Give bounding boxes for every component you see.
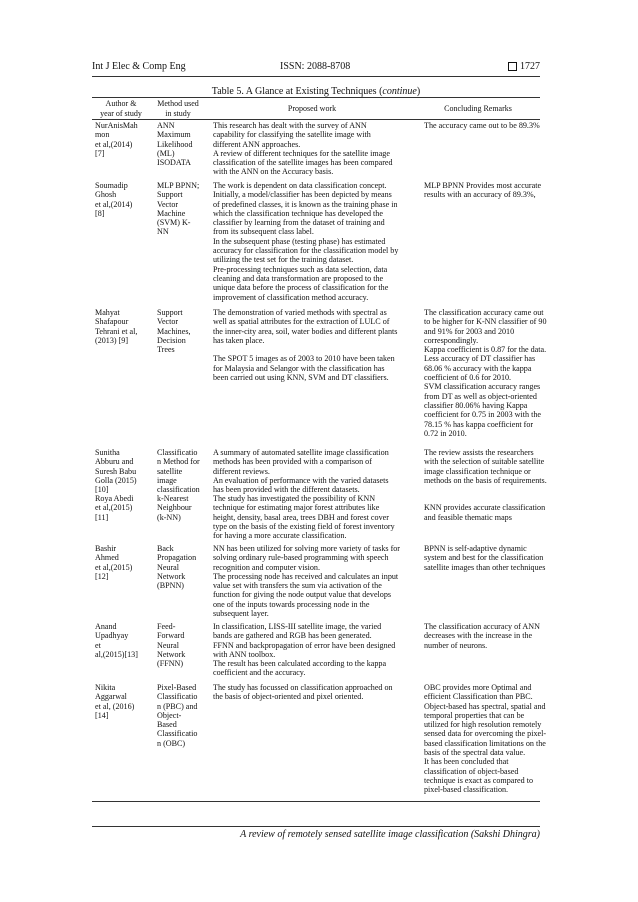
table-row-proposed-line: capability for classifying the satellite image with bbox=[213, 130, 371, 140]
table-row-method-line: (BPNN) bbox=[157, 581, 184, 591]
table-row-proposed-line: classifier by learning from the dataset of training and bbox=[213, 218, 385, 228]
table-top-rule bbox=[92, 97, 540, 98]
header-method: Method used bbox=[157, 99, 199, 108]
table-row-remarks-line: It has been concluded that bbox=[424, 757, 509, 767]
table-row-author-line: et al,(2015) bbox=[95, 503, 133, 513]
table-row-author bbox=[95, 181, 132, 218]
header-rule bbox=[92, 76, 540, 77]
table-row-author-line: Aggarwal bbox=[95, 692, 127, 702]
table-row-method bbox=[157, 622, 185, 668]
table-row-proposed-line: NN has been utilized for solving more variety of tasks for bbox=[213, 544, 401, 553]
table-row-proposed-line: The work is dependent on data classification concept. bbox=[213, 181, 387, 190]
table-row-method-line: Likelihood bbox=[157, 139, 193, 149]
table-row-proposed-line: the basis of object-oriented and pixel oriented. bbox=[213, 692, 364, 702]
table-row-remarks bbox=[424, 448, 547, 485]
table-row-remarks-line: temporal properties that can be bbox=[424, 710, 525, 720]
table-row-proposed-line: An evaluation of performance with the varied datasets bbox=[213, 475, 389, 485]
table-row-author bbox=[95, 544, 132, 581]
table-row-remarks-line: classification of object-based bbox=[424, 766, 519, 776]
checkbox-square-icon bbox=[508, 62, 517, 71]
table-row-method-line: NN bbox=[157, 227, 169, 237]
table-row-remarks-line: Less accuracy of DT classifier has bbox=[424, 354, 536, 364]
table-row-proposed-line: A summary of automated satellite image classification bbox=[213, 448, 389, 457]
table-row-author-line: Anand bbox=[95, 622, 117, 631]
table-row-proposed-line: In classification, LISS-III satellite image, the varied bbox=[213, 622, 382, 631]
table-row-proposed-line: unique data before the process of classification for the bbox=[213, 283, 389, 293]
table-row-remarks-line: SVM classification accuracy ranges bbox=[424, 382, 541, 392]
table-row-remarks-line: coefficient for 0.75 in 2003 with the bbox=[424, 410, 541, 420]
table-row-method-line: MLP BPNN; bbox=[157, 181, 200, 190]
table-row-method-line: Vector bbox=[157, 199, 179, 209]
table-row-author-line: Mahyat bbox=[95, 308, 120, 317]
table-row-proposed-line: methods has been provided with a comparison of bbox=[213, 457, 372, 467]
table-row-proposed-line: which the classification technique has developed the bbox=[213, 208, 383, 218]
table-row-remarks-line: image classification technique or bbox=[424, 466, 531, 476]
table-row-remarks-line: efficient Classification than PBC. bbox=[424, 692, 533, 702]
table-row-author bbox=[95, 308, 137, 345]
table-row-proposed bbox=[213, 544, 400, 618]
table-row-author-line: et al, (2016) bbox=[95, 701, 135, 711]
table-row-proposed-line: for Malaysia and Selangor with the classification has bbox=[213, 363, 385, 373]
table-row-remarks-line: and 91% for 2003 and 2010 bbox=[424, 326, 515, 336]
footer-rule bbox=[92, 826, 540, 827]
table-row-remarks-line: The classification accuracy of ANN bbox=[424, 622, 540, 631]
table-row-method-line: Pixel-Based bbox=[157, 683, 197, 692]
running-header bbox=[92, 61, 540, 75]
table-row-proposed-line: Pre-processing techniques such as data selection, data bbox=[213, 264, 388, 274]
header-proposed: Proposed work bbox=[287, 104, 337, 113]
table-row-remarks-line: KNN provides accurate classification bbox=[424, 503, 546, 513]
table-row-proposed-line: The study has focussed on classification approached on bbox=[213, 683, 393, 692]
table-row-method bbox=[157, 544, 196, 590]
table-row-method-line: Classificatio bbox=[157, 729, 198, 739]
table-row-author-line: Shafapour bbox=[95, 317, 129, 327]
table-row-proposed-line: A review of different techniques for the satellite image bbox=[213, 148, 390, 158]
table-row-proposed-line: bands are gathered and RGB has been generated. bbox=[213, 631, 372, 641]
header-method: in study bbox=[165, 108, 191, 118]
table-row-proposed-line: The SPOT 5 images as of 2003 to 2010 have been taken bbox=[213, 354, 395, 364]
table-row-author-line: [8] bbox=[95, 208, 105, 218]
table-row-remarks-line: The accuracy came out to be 89.3% bbox=[424, 121, 540, 130]
table-row-remarks-line: satellite images than other techniques bbox=[424, 562, 546, 572]
table-row-proposed-line: has taken place. bbox=[213, 335, 265, 345]
journal-name: Int J Elec & Comp Eng bbox=[92, 61, 186, 72]
table-row-remarks-line: MLP BPNN Provides most accurate bbox=[424, 181, 542, 190]
table-row-proposed-line: This research has dealt with the survey of ANN bbox=[213, 121, 367, 130]
table-row-method-line: Neighbour bbox=[157, 503, 192, 513]
caption-text: Table 5. A Glance at Existing Techniques ( bbox=[211, 86, 383, 97]
table-row-proposed-line: accuracy for classification for the classification model by bbox=[213, 246, 399, 256]
table-row-remarks-line: based classification limitations on the bbox=[424, 738, 546, 748]
table-row-author-line: Abburu and bbox=[95, 457, 134, 467]
table-row-remarks bbox=[424, 683, 546, 795]
table-row-author-line: [12] bbox=[95, 571, 109, 581]
caption-italic: continue bbox=[382, 86, 417, 97]
table-row-author-line: [10] bbox=[95, 485, 109, 495]
table-row-remarks-line: utilized for high resolution remotely bbox=[424, 720, 542, 730]
table-row-proposed bbox=[213, 448, 389, 494]
table-row-author-line: et al,(2014) bbox=[95, 139, 133, 149]
table-row-method-line: ISODATA bbox=[157, 158, 191, 168]
table-row-proposed bbox=[213, 494, 395, 540]
table-row-author-line: et al,(2014) bbox=[95, 199, 133, 209]
table-row-remarks bbox=[424, 494, 545, 522]
table-row-proposed-line: The study has investigated the possibility of KNN bbox=[213, 494, 376, 503]
table-row-proposed-line: value set with transfers the sum via activation of the bbox=[213, 581, 382, 591]
table-row-method-line: n (OBC) bbox=[157, 738, 186, 748]
table-row-proposed-line: with ANN toolbox. bbox=[213, 649, 276, 659]
table-row-method-line: image bbox=[157, 475, 177, 485]
table-row-author-line: Golla (2015) bbox=[95, 475, 137, 485]
table-row-method-line: Feed- bbox=[157, 622, 176, 631]
table-row-method-line: Classificatio bbox=[157, 692, 198, 702]
table-row-remarks-line: pixel-based classification. bbox=[424, 785, 509, 795]
table-row-remarks-line: from DT as well as object-oriented bbox=[424, 391, 537, 401]
table-row-method bbox=[157, 448, 200, 494]
table-row-author-line: (2013) [9] bbox=[95, 335, 129, 345]
table-row-author-line: Roya Abedi bbox=[95, 494, 134, 503]
table-row-author bbox=[95, 622, 138, 659]
table-row-proposed bbox=[213, 308, 397, 382]
table-row-method-line: Back bbox=[157, 544, 174, 553]
table-row-proposed-line: of predefined classes, it is known as the training phase in bbox=[213, 199, 398, 209]
table-row-proposed-line: subsequent layer. bbox=[213, 609, 269, 619]
table-row-proposed-line: different ANN approaches. bbox=[213, 139, 301, 149]
table-row-proposed-line: classification of the satellite images has been compared bbox=[213, 158, 393, 168]
table-row-method-line: Object- bbox=[157, 710, 182, 720]
table-row-proposed-line: solving ordinary rule-based programming with speech bbox=[213, 553, 389, 563]
table-row-remarks-line: OBC provides more Optimal and bbox=[424, 683, 532, 692]
table-row-method-line: Support bbox=[157, 308, 183, 317]
table-row-author bbox=[95, 683, 134, 720]
table-row-proposed-line: The result has been calculated according to the kappa bbox=[213, 659, 387, 669]
table-row-proposed-line: recognition and computer vision. bbox=[213, 562, 320, 572]
table-row-remarks-line bbox=[424, 494, 545, 503]
table-row-method-line: n (PBC) and bbox=[157, 701, 198, 711]
table-row-method bbox=[157, 121, 193, 167]
table-row-remarks-line: classifier 80.06% having Kappa bbox=[424, 400, 528, 410]
table-row-remarks-line: 0.72 in 2010. bbox=[424, 428, 467, 438]
table-row-author-line: Nikita bbox=[95, 683, 116, 692]
table-row-remarks-line: basis of the spectral data value. bbox=[424, 748, 526, 758]
table-row-proposed bbox=[213, 622, 395, 678]
table-row-author-line: Suresh Babu bbox=[95, 466, 137, 476]
table-row-remarks-line: with the selection of suitable satellite bbox=[424, 457, 545, 467]
table-row-remarks bbox=[424, 308, 547, 438]
table-row-method-line: ANN bbox=[157, 121, 175, 130]
table-row-method-line: Neural bbox=[157, 562, 180, 572]
table-row-method-line: Neural bbox=[157, 640, 180, 650]
table-row-proposed-line: technique for estimating major forest attributes like bbox=[213, 503, 380, 513]
table-row-method bbox=[157, 308, 191, 354]
table-row-author bbox=[95, 448, 137, 494]
table-row-remarks-line: correspondingly. bbox=[424, 335, 479, 345]
table-row-proposed-line: Initially, a model/classifier has been depicted by means bbox=[213, 190, 392, 200]
table-row-method bbox=[157, 181, 199, 237]
table-row-method-line: n Method for bbox=[157, 457, 200, 467]
table-row-proposed-line: function for giving the node output value that develops bbox=[213, 590, 392, 600]
table-row-proposed bbox=[213, 121, 393, 177]
table-row-method-line: (FFNN) bbox=[157, 659, 184, 669]
table-row-proposed-line: one of the inputs towards processing node in the bbox=[213, 599, 370, 609]
table-row-author-line: Sunitha bbox=[95, 448, 120, 457]
table-row-remarks-line: The classification accuracy came out bbox=[424, 308, 544, 317]
table-row-author-line: et al,(2015) bbox=[95, 562, 133, 572]
table-row-proposed-line: the inner-city area, soil, water bodies and different plants bbox=[213, 326, 398, 336]
table-row-author-line: Soumadip bbox=[95, 181, 128, 190]
table-row-author-line: [11] bbox=[95, 512, 109, 522]
table-row-method-line: satellite bbox=[157, 466, 183, 476]
table-row-author-line: Ghosh bbox=[95, 190, 117, 200]
table-row-proposed-line: has been provided with the different datasets. bbox=[213, 485, 360, 495]
table-row-author-line: Ahmed bbox=[95, 553, 119, 563]
table-row-method-line: Network bbox=[157, 649, 186, 659]
table-row-method-line: (k-NN) bbox=[157, 512, 181, 522]
table-row-proposed-line: well as spatial attributes for the extraction of LULC of bbox=[213, 317, 390, 327]
table-row-remarks-line: Kappa coefficient is 0.87 for the data. bbox=[424, 345, 547, 355]
running-footer: A review of remotely sensed satellite image classification (Sakshi Dhingra) bbox=[240, 829, 540, 840]
table-row-proposed-line: In the subsequent phase (testing phase) has estimated bbox=[213, 236, 386, 246]
table-row-author bbox=[95, 494, 133, 522]
table-row-method-line: (SVM) K- bbox=[157, 218, 191, 228]
table-row-method-line: Support bbox=[157, 190, 183, 200]
table-row-remarks-line: technique is exact as compared to bbox=[424, 775, 533, 785]
table-header-rule bbox=[92, 119, 540, 120]
table-row-method-line: Decision bbox=[157, 335, 186, 345]
table-row-proposed bbox=[213, 181, 398, 302]
table-row-proposed-line: The demonstration of varied methods with spectral as bbox=[213, 308, 387, 317]
table-row-method bbox=[157, 494, 192, 522]
header-author: Author & bbox=[105, 99, 137, 108]
table-row-remarks-line: sensed data for overcoming the pixel- bbox=[424, 729, 547, 739]
table-row-remarks-line: results with an accuracy of 89.3%, bbox=[424, 190, 536, 200]
table-row-proposed-line: been carried out using KNN, SVM and DT classifiers. bbox=[213, 373, 389, 383]
caption-close: ) bbox=[416, 86, 421, 97]
table-row-author-line: Tehrani et al, bbox=[95, 326, 138, 336]
table-row-proposed-line: from its subsequent class label. bbox=[213, 227, 314, 237]
table-row-author-line: Bashir bbox=[95, 544, 117, 553]
table-row-remarks-line: and feasible thematic maps bbox=[424, 512, 512, 522]
table-row-author-line: [14] bbox=[95, 710, 109, 720]
table-row-method-line: Machine bbox=[157, 208, 186, 218]
table-row-proposed-line: improvement of classification method accuracy. bbox=[213, 292, 369, 302]
header-author: year of study bbox=[100, 108, 142, 118]
table-row-proposed bbox=[213, 683, 393, 702]
table-caption bbox=[92, 86, 540, 97]
table-row-author-line: [7] bbox=[95, 148, 105, 158]
table-row-author-line: et bbox=[95, 640, 101, 650]
table-row-author-line: mon bbox=[95, 130, 110, 140]
issn: ISSN: 2088-8708 bbox=[280, 61, 351, 72]
table-row-remarks-line: 68.06 % accuracy with the kappa bbox=[424, 363, 532, 373]
table-row-proposed-line: height, density, basal area, trees DBH and forest cover bbox=[213, 512, 389, 522]
table-row-remarks bbox=[424, 622, 540, 650]
table-row-remarks bbox=[424, 544, 545, 572]
table-row-remarks-line: methods on the basis of requirements. bbox=[424, 475, 547, 485]
table-row-remarks bbox=[424, 121, 540, 130]
table-row-proposed-line: FFNN and backpropagation of error have been designed bbox=[213, 640, 396, 650]
table-bottom-rule bbox=[92, 801, 540, 802]
table-row-proposed-line: utilizing the test set for the training dataset. bbox=[213, 255, 354, 265]
table-row-proposed-line: with the ANN on the Accuracy basis. bbox=[213, 167, 334, 177]
table-row-method-line: Vector bbox=[157, 317, 179, 327]
table-row-method-line: classification bbox=[157, 485, 200, 495]
header-remarks: Concluding Remarks bbox=[444, 104, 512, 113]
table-row-proposed-line: different reviews. bbox=[213, 466, 270, 476]
table-row-proposed-line: coefficient and the accuracy. bbox=[213, 668, 306, 678]
table-row-author-line: Upadhyay bbox=[95, 631, 129, 641]
page-number: 1727 bbox=[520, 61, 540, 72]
table-row-proposed-line: The processing node has received and calculates an input bbox=[213, 571, 399, 581]
table-row-proposed-line: for having a more accurate classification. bbox=[213, 531, 347, 541]
table-row-remarks-line: coefficient of 0.6 for 2010. bbox=[424, 373, 512, 383]
table-row-proposed-line: cleaning and data transformation are proposed to the bbox=[213, 273, 384, 283]
table-row-method-line: Trees bbox=[157, 345, 175, 355]
table-row-remarks-line: system and best for the classification bbox=[424, 553, 544, 563]
table-row-remarks-line: 78.15 % has kappa coefficient for bbox=[424, 419, 534, 429]
table-row-remarks-line: Object-based has spectral, spatial and bbox=[424, 701, 546, 711]
table-row-remarks-line: number of neurons. bbox=[424, 640, 488, 650]
table-row-remarks-line: to be higher for K-NN classifier of 90 bbox=[424, 317, 547, 327]
table-row-method-line: k-Nearest bbox=[157, 494, 189, 503]
table-row-method-line: Based bbox=[157, 720, 177, 730]
table-row-method bbox=[157, 683, 197, 748]
table-row-proposed-line bbox=[213, 345, 397, 354]
table-row-remarks-line: decreases with the increase in the bbox=[424, 631, 533, 641]
table-row-remarks-line: The review assists the researchers bbox=[424, 448, 534, 457]
table-row-method-line: Classificatio bbox=[157, 448, 198, 457]
table-row-method-line: Forward bbox=[157, 631, 185, 641]
table-row-method-line: Network bbox=[157, 571, 186, 581]
table-row-method-line: (ML) bbox=[157, 148, 175, 158]
table-row-remarks bbox=[424, 181, 541, 200]
table-row-remarks-line: BPNN is self-adaptive dynamic bbox=[424, 544, 527, 553]
table-row-method-line: Maximum bbox=[157, 130, 191, 140]
table-row-author-line: NurAnisMah bbox=[95, 121, 138, 130]
table-row-proposed-line: type on the basis of the existing field of forest inventory bbox=[213, 521, 395, 531]
table-row-method-line: Propagation bbox=[157, 553, 197, 563]
table-row-author bbox=[95, 121, 138, 158]
table-row-method-line: Machines, bbox=[157, 326, 191, 336]
table-row-author-line: al,(2015)[13] bbox=[95, 649, 138, 659]
